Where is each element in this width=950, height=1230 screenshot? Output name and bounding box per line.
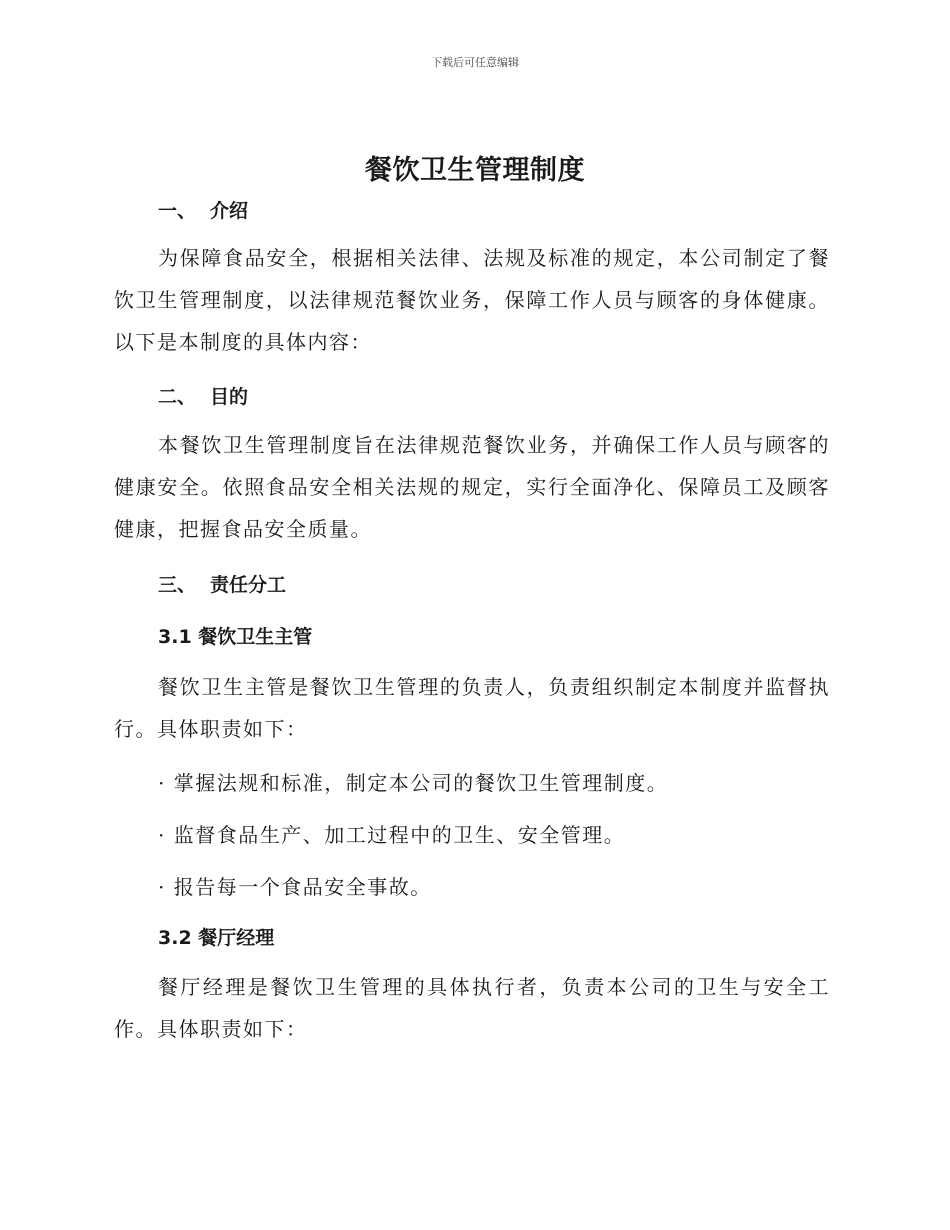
- section-number: 三、: [158, 574, 197, 596]
- section-heading-purpose: [158, 382, 248, 409]
- section-number: 一、: [158, 200, 197, 222]
- list-item: · 报告每一个食品安全事故。: [158, 875, 432, 899]
- section-heading-text: 目的: [210, 386, 249, 408]
- list-item: · 监督食品生产、加工过程中的卫生、安全管理。: [158, 823, 626, 847]
- subsection-paragraph-hygiene-supervisor: 餐饮卫生主管是餐饮卫生管理的负责人，负责组织制定本制度并监督执行。具体职责如下：: [114, 675, 830, 741]
- header-note: 下载后可任意编辑: [431, 56, 519, 69]
- section-number: 二、: [158, 386, 197, 408]
- list-item: · 掌握法规和标准，制定本公司的餐饮卫生管理制度。: [158, 771, 669, 795]
- section-paragraph-intro: 为保障食品安全，根据相关法律、法规及标准的规定，本公司制定了餐饮卫生管理制度，以法律规范餐饮业务，保障工作人员与顾客的身体健康。以下是本制度的具体内容：: [114, 246, 830, 354]
- section-paragraph-purpose: 本餐饮卫生管理制度旨在法律规范餐饮业务，并确保工作人员与顾客的健康安全。依照食品安全相关法规的规定，实行全面净化、保障员工及顾客健康，把握食品安全质量。: [114, 433, 830, 541]
- subsection-paragraph-restaurant-manager: 餐厅经理是餐饮卫生管理的具体执行者，负责本公司的卫生与安全工作。具体职责如下：: [114, 975, 830, 1041]
- document-title: 餐饮卫生管理制度: [365, 155, 585, 186]
- section-heading-text: 介绍: [210, 200, 249, 222]
- section-heading-text: 责任分工: [210, 574, 287, 596]
- subsection-heading-restaurant-manager: 3.2 餐厅经理: [158, 927, 275, 949]
- section-heading-intro: [158, 196, 248, 223]
- subsection-heading-hygiene-supervisor: 3.1 餐饮卫生主管: [158, 626, 313, 648]
- section-heading-responsibility: [158, 570, 286, 597]
